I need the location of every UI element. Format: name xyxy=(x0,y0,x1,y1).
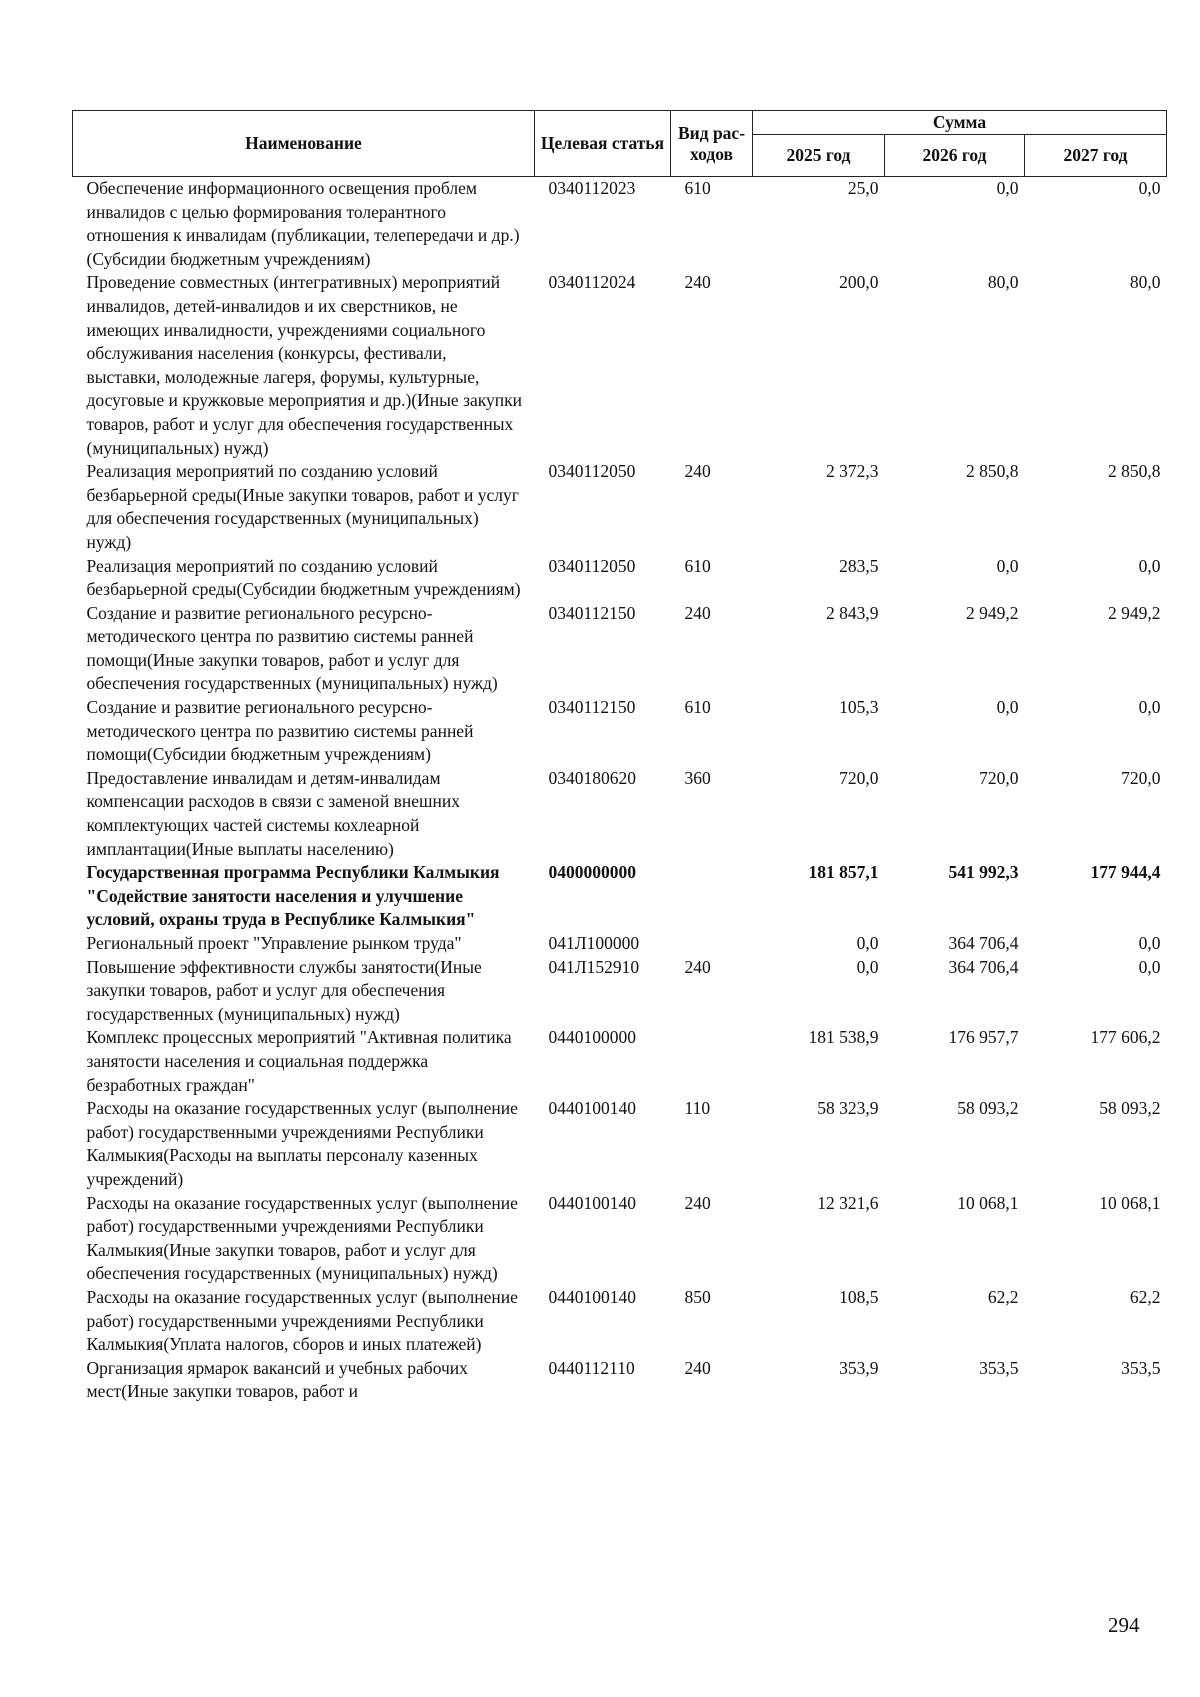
row-sum-2026: 10 068,1 xyxy=(957,1192,1019,1213)
row-code: 0400000000 xyxy=(548,862,636,883)
row-sum-2025: 105,3 xyxy=(839,697,879,718)
row-sum-2027: 2 850,8 xyxy=(1108,461,1161,482)
row-sum-2027: 10 068,1 xyxy=(1099,1192,1161,1213)
row-sum-2026: 353,5 xyxy=(979,1357,1019,1378)
row-sum-2027: 0,0 xyxy=(1138,956,1161,977)
table-row xyxy=(73,460,1167,554)
row-sum-2027: 353,5 xyxy=(1121,1357,1161,1378)
row-name: Обеспечение информационного освещения проблем инвалидов с целью формирования толерантного отношения к инвалидам (публикации, телепередачи и др.)(Субсидии бюджетным учреждениям) xyxy=(86,178,520,269)
row-sum-2026: 720,0 xyxy=(979,767,1019,788)
header-2027: 2027 год xyxy=(1025,135,1167,177)
row-sum-2025: 720,0 xyxy=(839,767,879,788)
header-sum: Сумма xyxy=(753,111,1167,135)
row-expense-type: 240 xyxy=(684,461,711,482)
table-row xyxy=(73,271,1167,460)
row-name: Комплекс процессных мероприятий "Активная политика занятости населения и социальная поддержка безработных граждан" xyxy=(86,1027,512,1095)
row-sum-2027: 2 949,2 xyxy=(1108,602,1161,623)
row-expense-type: 240 xyxy=(684,602,711,623)
table-body xyxy=(73,177,1167,1404)
row-code: 0340112023 xyxy=(548,178,636,198)
row-sum-2027: 720,0 xyxy=(1121,767,1161,788)
row-expense-type: 850 xyxy=(684,1286,711,1307)
row-name: Расходы на оказание государственных услуг (выполнение работ) государственными учреждениями Республики Калмыкия(Иные закупки товаров, работ и услуг для обеспечения государственных (муниципальных) нужд) xyxy=(86,1192,518,1284)
row-name: Государственная программа Республики Калмыкия "Содействие занятости населения и улучшение условий, охраны труда в Республике Калмыкия" xyxy=(86,862,500,930)
table-row xyxy=(73,177,1167,272)
table-row xyxy=(73,932,1167,956)
table-row xyxy=(73,1286,1167,1357)
row-name: Повышение эффективности службы занятости(Иные закупки товаров, работ и услуг для обеспечения государственных (муниципальных) нужд) xyxy=(86,956,482,1024)
row-sum-2027: 80,0 xyxy=(1129,272,1161,293)
table-row xyxy=(73,696,1167,767)
row-name: Создание и развитие регионального ресурсно-методического центра по развитию системы ранней помощи(Субсидии бюджетным учреждениям) xyxy=(86,697,474,765)
row-code: 0440100140 xyxy=(548,1098,636,1119)
row-sum-2027: 58 093,2 xyxy=(1099,1098,1161,1119)
row-code: 0440100140 xyxy=(548,1286,636,1307)
row-name: Расходы на оказание государственных услуг (выполнение работ) государственными учреждениями Республики Калмыкия(Расходы на выплаты персоналу казенных учреждений) xyxy=(86,1098,518,1189)
row-code: 041Л152910 xyxy=(548,956,640,977)
row-sum-2025: 58 323,9 xyxy=(817,1098,879,1119)
row-expense-type: 240 xyxy=(684,1357,711,1378)
row-sum-2026: 0,0 xyxy=(996,697,1019,718)
row-code: 0440100000 xyxy=(548,1027,636,1048)
row-sum-2027: 177 944,4 xyxy=(1090,862,1161,883)
table-row xyxy=(73,861,1167,932)
row-sum-2025: 2 843,9 xyxy=(826,602,879,623)
row-name: Создание и развитие регионального ресурсно-методического центра по развитию системы ранней помощи(Иные закупки товаров, работ и услуг для обеспечения государственных (муниципальных) нужд) xyxy=(86,602,498,694)
table-row xyxy=(73,1357,1167,1404)
row-code: 0340180620 xyxy=(548,767,636,788)
row-sum-2027: 62,2 xyxy=(1129,1286,1161,1307)
row-sum-2025: 25,0 xyxy=(847,178,879,198)
row-expense-type: 610 xyxy=(684,697,711,718)
row-sum-2025: 283,5 xyxy=(839,555,879,576)
row-expense-type xyxy=(671,1026,753,1097)
row-name: Предоставление инвалидам и детям-инвалидам компенсации расходов в связи с заменой внешних комплектующих частей системы кохлеарной имплантации(Иные выплаты населению) xyxy=(86,767,461,859)
row-sum-2027: 0,0 xyxy=(1138,933,1161,953)
row-sum-2027: 0,0 xyxy=(1138,555,1161,576)
row-code: 0440100140 xyxy=(548,1192,636,1213)
row-code: 0340112050 xyxy=(548,555,636,576)
row-code: 0440112110 xyxy=(548,1357,635,1378)
page-number: 294 xyxy=(1108,1613,1140,1637)
table-row xyxy=(73,1026,1167,1097)
table-row xyxy=(73,1192,1167,1286)
header-code: Целевая статья xyxy=(535,111,671,177)
row-expense-type: 360 xyxy=(684,767,711,788)
row-sum-2026: 364 706,4 xyxy=(948,933,1019,953)
row-code: 0340112024 xyxy=(548,272,636,293)
row-sum-2025: 12 321,6 xyxy=(817,1192,879,1213)
header-2025: 2025 год xyxy=(753,135,885,177)
row-expense-type xyxy=(671,861,753,932)
row-sum-2025: 0,0 xyxy=(856,956,879,977)
row-expense-type: 110 xyxy=(684,1098,711,1119)
row-sum-2025: 181 538,9 xyxy=(808,1027,879,1048)
row-sum-2025: 200,0 xyxy=(839,272,879,293)
row-code: 041Л100000 xyxy=(548,933,640,953)
row-expense-type: 240 xyxy=(684,1192,711,1213)
row-name: Реализация мероприятий по созданию условий безбарьерной среды(Иные закупки товаров, работ и услуг для обеспечения государственных (муниципальных) нужд) xyxy=(86,461,519,552)
row-name: Расходы на оказание государственных услуг (выполнение работ) государственными учреждениями Республики Калмыкия(Уплата налогов, сборов и иных платежей) xyxy=(86,1286,518,1355)
table-row xyxy=(73,555,1167,602)
budget-table xyxy=(72,110,1167,1404)
row-name: Реализация мероприятий по созданию условий безбарьерной среды(Субсидии бюджетным учреждениям) xyxy=(86,555,521,600)
row-expense-type: 240 xyxy=(684,956,711,977)
row-code: 0340112050 xyxy=(548,461,636,482)
table-header xyxy=(73,111,1167,177)
row-sum-2026: 80,0 xyxy=(987,272,1019,293)
table-row xyxy=(73,956,1167,1027)
row-sum-2025: 108,5 xyxy=(839,1286,879,1307)
row-sum-2026: 2 850,8 xyxy=(966,461,1019,482)
row-sum-2026: 58 093,2 xyxy=(957,1098,1019,1119)
row-sum-2025: 181 857,1 xyxy=(808,862,879,883)
row-sum-2026: 2 949,2 xyxy=(966,602,1019,623)
row-sum-2025: 0,0 xyxy=(856,933,879,953)
row-sum-2026: 364 706,4 xyxy=(948,956,1019,977)
row-sum-2027: 0,0 xyxy=(1138,178,1161,198)
row-expense-type: 240 xyxy=(684,272,711,293)
table-row xyxy=(73,602,1167,696)
header-vid: Вид рас-ходов xyxy=(671,111,753,177)
row-sum-2026: 541 992,3 xyxy=(948,862,1019,883)
header-2026: 2026 год xyxy=(885,135,1025,177)
row-name: Проведение совместных (интегративных) мероприятий инвалидов, детей-инвалидов и их сверстников, не имеющих инвалидности, учреждениями социального обслуживания населения (конкурсы, фестивали, выставки, молодежные лагеря, форумы, культурные, досуговые и кружковые мероприятия и др.)(Иные закупки товаров, работ и услуг для обеспечения государственных (муниципальных) нужд) xyxy=(86,272,522,458)
row-sum-2025: 2 372,3 xyxy=(826,461,879,482)
row-name: Организация ярмарок вакансий и учебных рабочих мест(Иные закупки товаров, работ и xyxy=(86,1357,468,1402)
row-expense-type: 610 xyxy=(684,555,711,576)
row-sum-2027: 0,0 xyxy=(1138,697,1161,718)
row-sum-2026: 0,0 xyxy=(996,178,1019,198)
row-name: Региональный проект "Управление рынком труда" xyxy=(86,933,462,953)
row-code: 0340112150 xyxy=(548,602,636,623)
row-expense-type: 610 xyxy=(684,178,711,198)
header-name: Наименование xyxy=(73,111,535,177)
table-row xyxy=(73,767,1167,861)
row-sum-2025: 353,9 xyxy=(839,1357,879,1378)
row-sum-2027: 177 606,2 xyxy=(1090,1027,1161,1048)
row-sum-2026: 176 957,7 xyxy=(948,1027,1019,1048)
row-sum-2026: 62,2 xyxy=(987,1286,1019,1307)
row-expense-type xyxy=(671,932,753,956)
row-sum-2026: 0,0 xyxy=(996,555,1019,576)
row-code: 0340112150 xyxy=(548,697,636,718)
table-row xyxy=(73,1097,1167,1191)
